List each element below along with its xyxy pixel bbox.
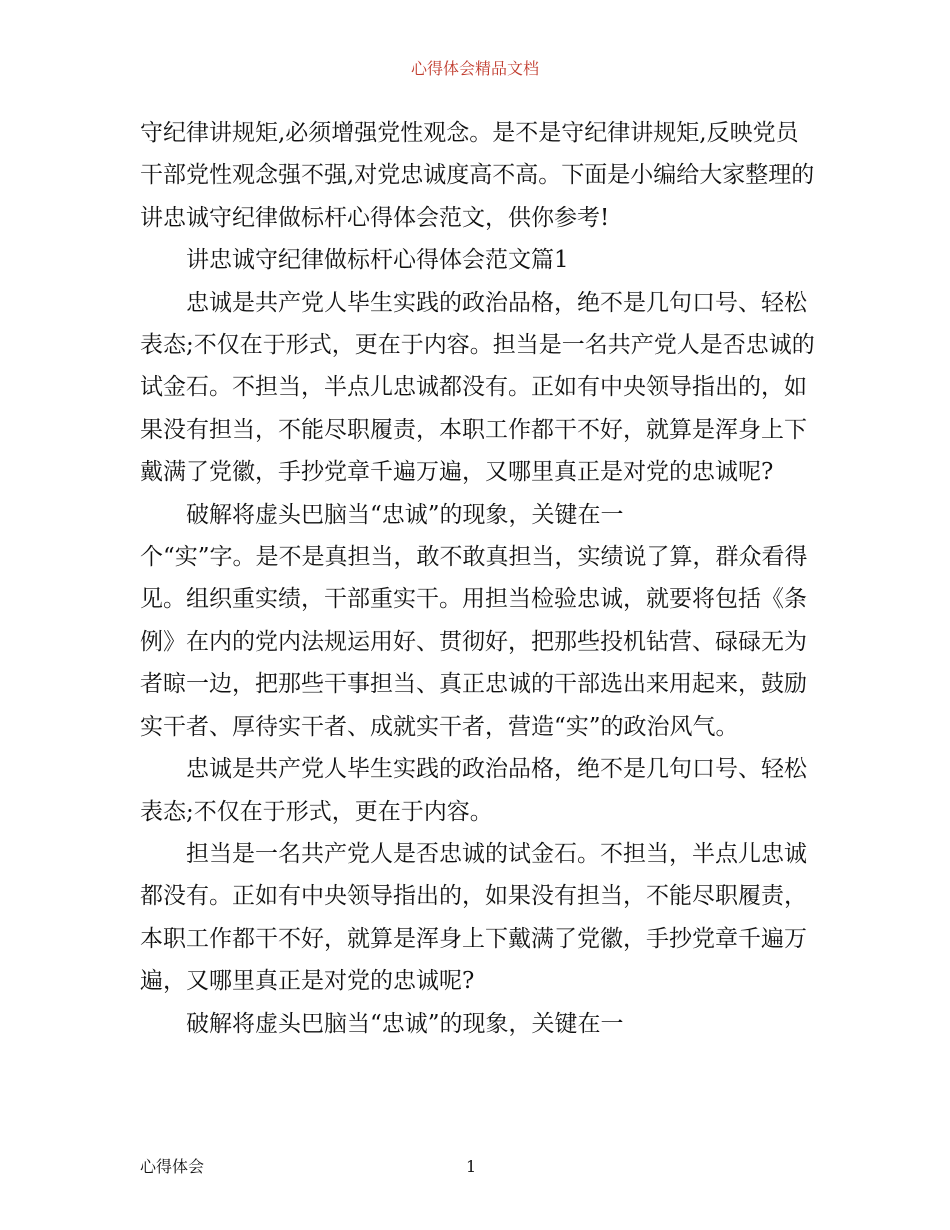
document-body: [140, 112, 820, 1045]
paragraph: 个“实”字。是不是真担当，敢不敢真担当，实绩说了算，群众看得见。组织重实绩，干部重实干。用担当检验忠诚，就要将包括《条例》在内的党内法规运用好、贯彻好，把那些投机钻营、碌碌无为者晾一边，把那些干事担当、真正忠诚的干部选出来用起来，鼓励实干者、厚待实干者、成就实干者，营造“实”的政治风气。: [140, 544, 808, 740]
paragraph: 破解将虚头巴脑当“忠诚”的现象，关键在一: [186, 1010, 624, 1037]
paragraph: 担当是一名共产党人是否忠诚的试金石。不担当，半点儿忠诚都没有。正如有中央领导指出的，如果没有担当，不能尽职履责，本职工作都干不好，就算是浑身上下戴满了党徽，手抄党章千遍万遍，又哪里真正是对党的忠诚呢?: [140, 840, 807, 995]
paragraph: 破解将虚头巴脑当“忠诚”的现象，关键在一: [186, 501, 624, 528]
paragraph: 忠诚是共产党人毕生实践的政治品格，绝不是几句口号、轻松表态;不仅在于形式，更在于内容。担当是一名共产党人是否忠诚的试金石。不担当，半点儿忠诚都没有。正如有中央领导指出的，如果没有担当，不能尽职履责，本职工作都干不好，就算是浑身上下戴满了党徽，手抄党章千遍万遍，又哪里真正是对党的忠诚呢?: [140, 289, 815, 486]
page-number: 1: [466, 1157, 477, 1176]
page-footer-label: 心得体会: [140, 1157, 205, 1176]
paragraph-intro: 守纪律讲规矩,必须增强党性观念。是不是守纪律讲规矩,反映党员干部党性观念强不强,对党忠诚度高不高。下面是小编给大家整理的讲忠诚守纪律做标杆心得体会范文，供你参考!: [140, 120, 815, 231]
page-header-title: 心得体会精品文档: [410, 59, 539, 78]
paragraph: 忠诚是共产党人毕生实践的政治品格，绝不是几句口号、轻松表态;不仅在于形式，更在于内容。: [140, 756, 807, 825]
section-heading: 讲忠诚守纪律做标杆心得体会范文篇1: [186, 247, 569, 274]
